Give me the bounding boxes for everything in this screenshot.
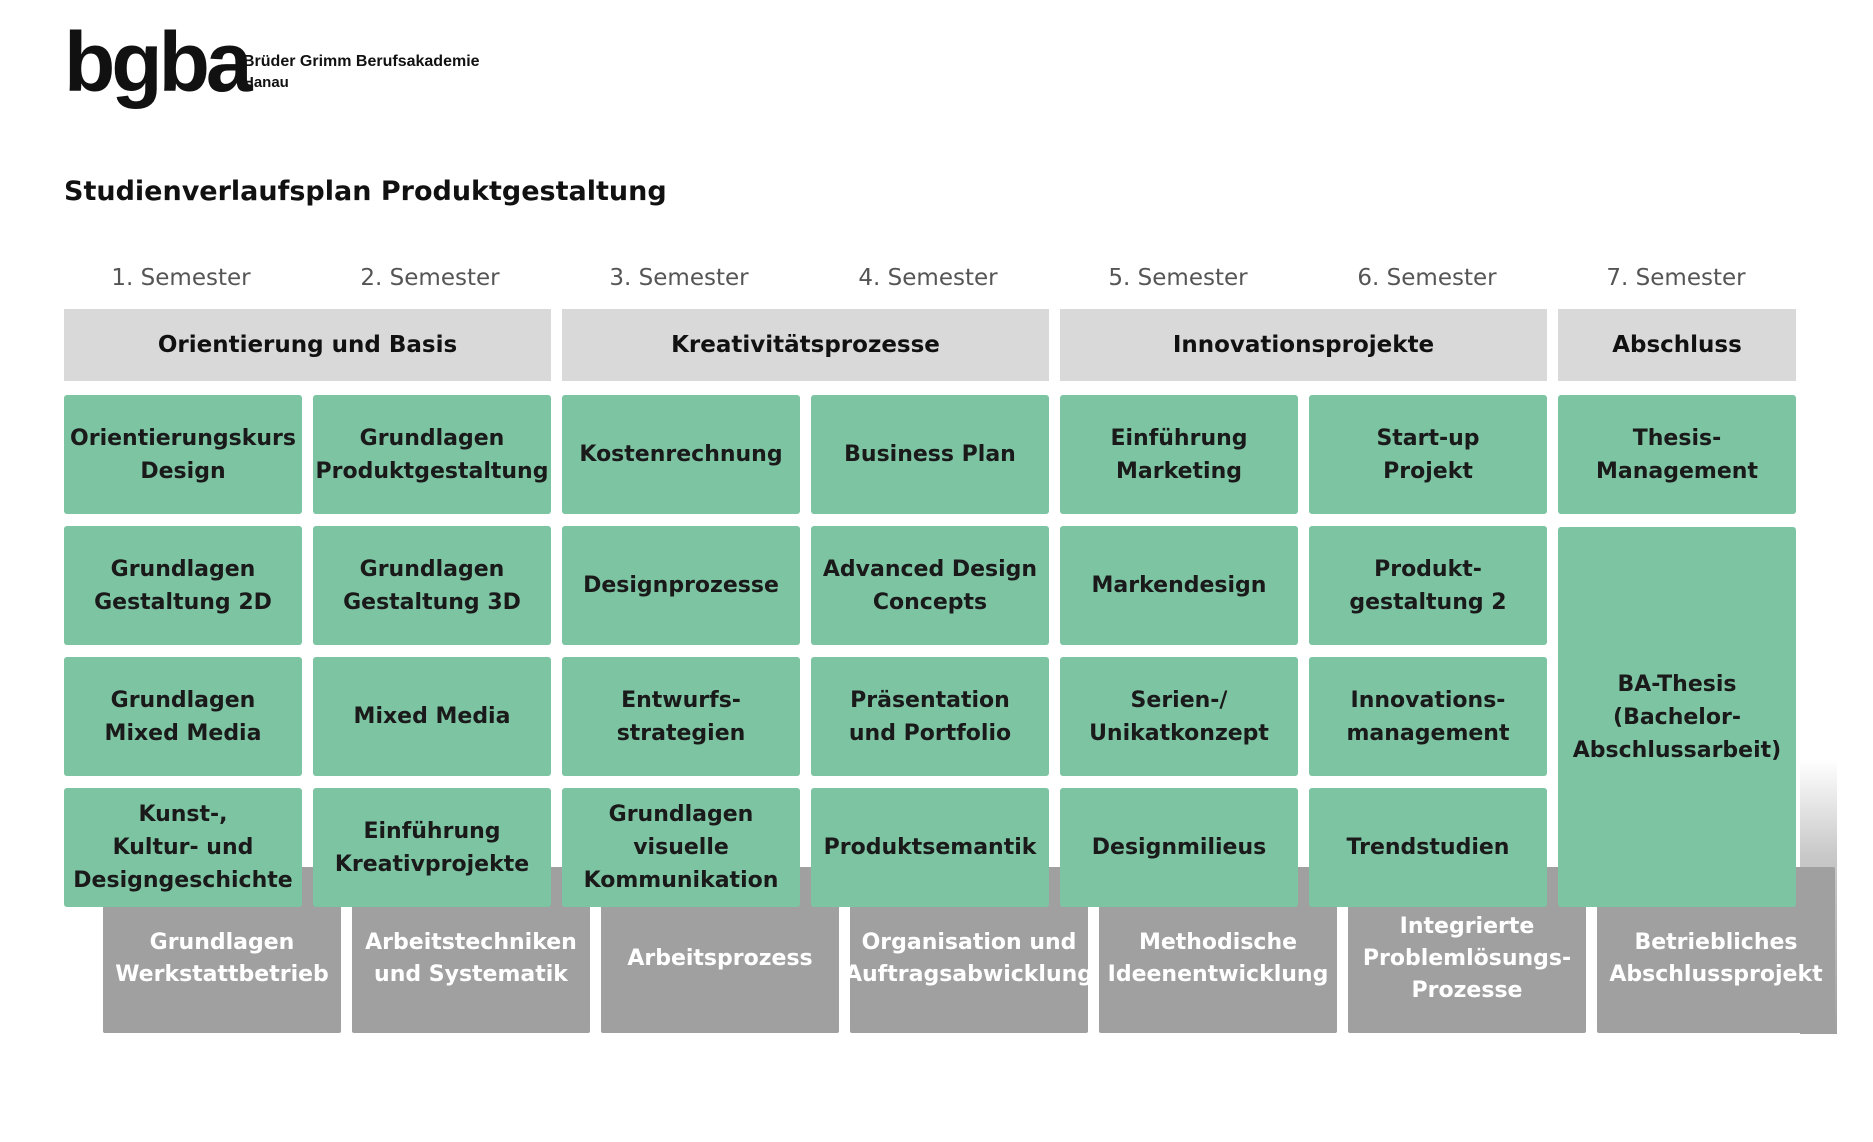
- org-name: Brüder Grimm Berufsakademie: [243, 53, 480, 70]
- module-tile: Grundlagen Produktgestaltung: [313, 395, 551, 514]
- module-tile: Kunst-, Kultur- und Designgeschichte: [64, 788, 302, 907]
- module-tile: Produkt- gestaltung 2: [1309, 526, 1547, 645]
- logo: bgba: [64, 15, 249, 109]
- module-tile: Entwurfs- strategien: [562, 657, 800, 776]
- module-tile: Start-up Projekt: [1309, 395, 1547, 514]
- module-tile: Präsentation und Portfolio: [811, 657, 1049, 776]
- module-tile: Trendstudien: [1309, 788, 1547, 907]
- page-title: Studienverlaufsplan Produktgestaltung: [64, 176, 667, 207]
- module-tile: Mixed Media: [313, 657, 551, 776]
- phase-abschluss: Abschluss: [1558, 309, 1796, 381]
- module-tile: Designmilieus: [1060, 788, 1298, 907]
- practice-module-2: Arbeitstechniken und Systematik: [352, 867, 590, 1033]
- practice-module-5: Methodische Ideenentwicklung: [1099, 867, 1337, 1033]
- semester-label-1: 1. Semester: [111, 265, 251, 291]
- module-tile: Grundlagen visuelle Kommunikation: [562, 788, 800, 907]
- phase-kreativitaet: Kreativitätsprozesse: [562, 309, 1049, 381]
- module-tile: Grundlagen Gestaltung 3D: [313, 526, 551, 645]
- semester-label-2: 2. Semester: [360, 265, 500, 291]
- semester-label-3: 3. Semester: [609, 265, 749, 291]
- org-city: Hanau: [243, 73, 289, 91]
- semester-label-5: 5. Semester: [1108, 265, 1248, 291]
- practice-module-6: Integrierte Problemlösungs- Prozesse: [1348, 867, 1586, 1033]
- module-tile: Orientierungskurs Design: [64, 395, 302, 514]
- module-tile: Produktsemantik: [811, 788, 1049, 907]
- module-tile: Einführung Kreativprojekte: [313, 788, 551, 907]
- module-tile: Advanced Design Concepts: [811, 526, 1049, 645]
- practice-module-7: Betriebliches Abschlussprojekt: [1597, 867, 1835, 1033]
- phase-orientierung: Orientierung und Basis: [64, 309, 551, 381]
- practice-module-4: Organisation und Auftragsabwicklung: [850, 867, 1088, 1033]
- phase-innovation: Innovationsprojekte: [1060, 309, 1547, 381]
- module-tile-thesis: BA-Thesis (Bachelor- Abschlussarbeit): [1558, 527, 1796, 907]
- module-tile: Business Plan: [811, 395, 1049, 514]
- module-tile: Innovations- management: [1309, 657, 1547, 776]
- semester-label-7: 7. Semester: [1606, 265, 1746, 291]
- module-tile: Serien-/ Unikatkonzept: [1060, 657, 1298, 776]
- module-tile: Thesis- Management: [1558, 395, 1796, 514]
- module-tile: Designprozesse: [562, 526, 800, 645]
- module-tile: Kostenrechnung: [562, 395, 800, 514]
- practice-module-3: Arbeitsprozess: [601, 867, 839, 1033]
- module-tile: Einführung Marketing: [1060, 395, 1298, 514]
- practice-module-1: Grundlagen Werkstattbetrieb: [103, 867, 341, 1033]
- semester-label-6: 6. Semester: [1357, 265, 1497, 291]
- semester-label-4: 4. Semester: [858, 265, 998, 291]
- module-tile: Markendesign: [1060, 526, 1298, 645]
- module-tile: Grundlagen Mixed Media: [64, 657, 302, 776]
- module-tile: Grundlagen Gestaltung 2D: [64, 526, 302, 645]
- org-info: [243, 52, 480, 92]
